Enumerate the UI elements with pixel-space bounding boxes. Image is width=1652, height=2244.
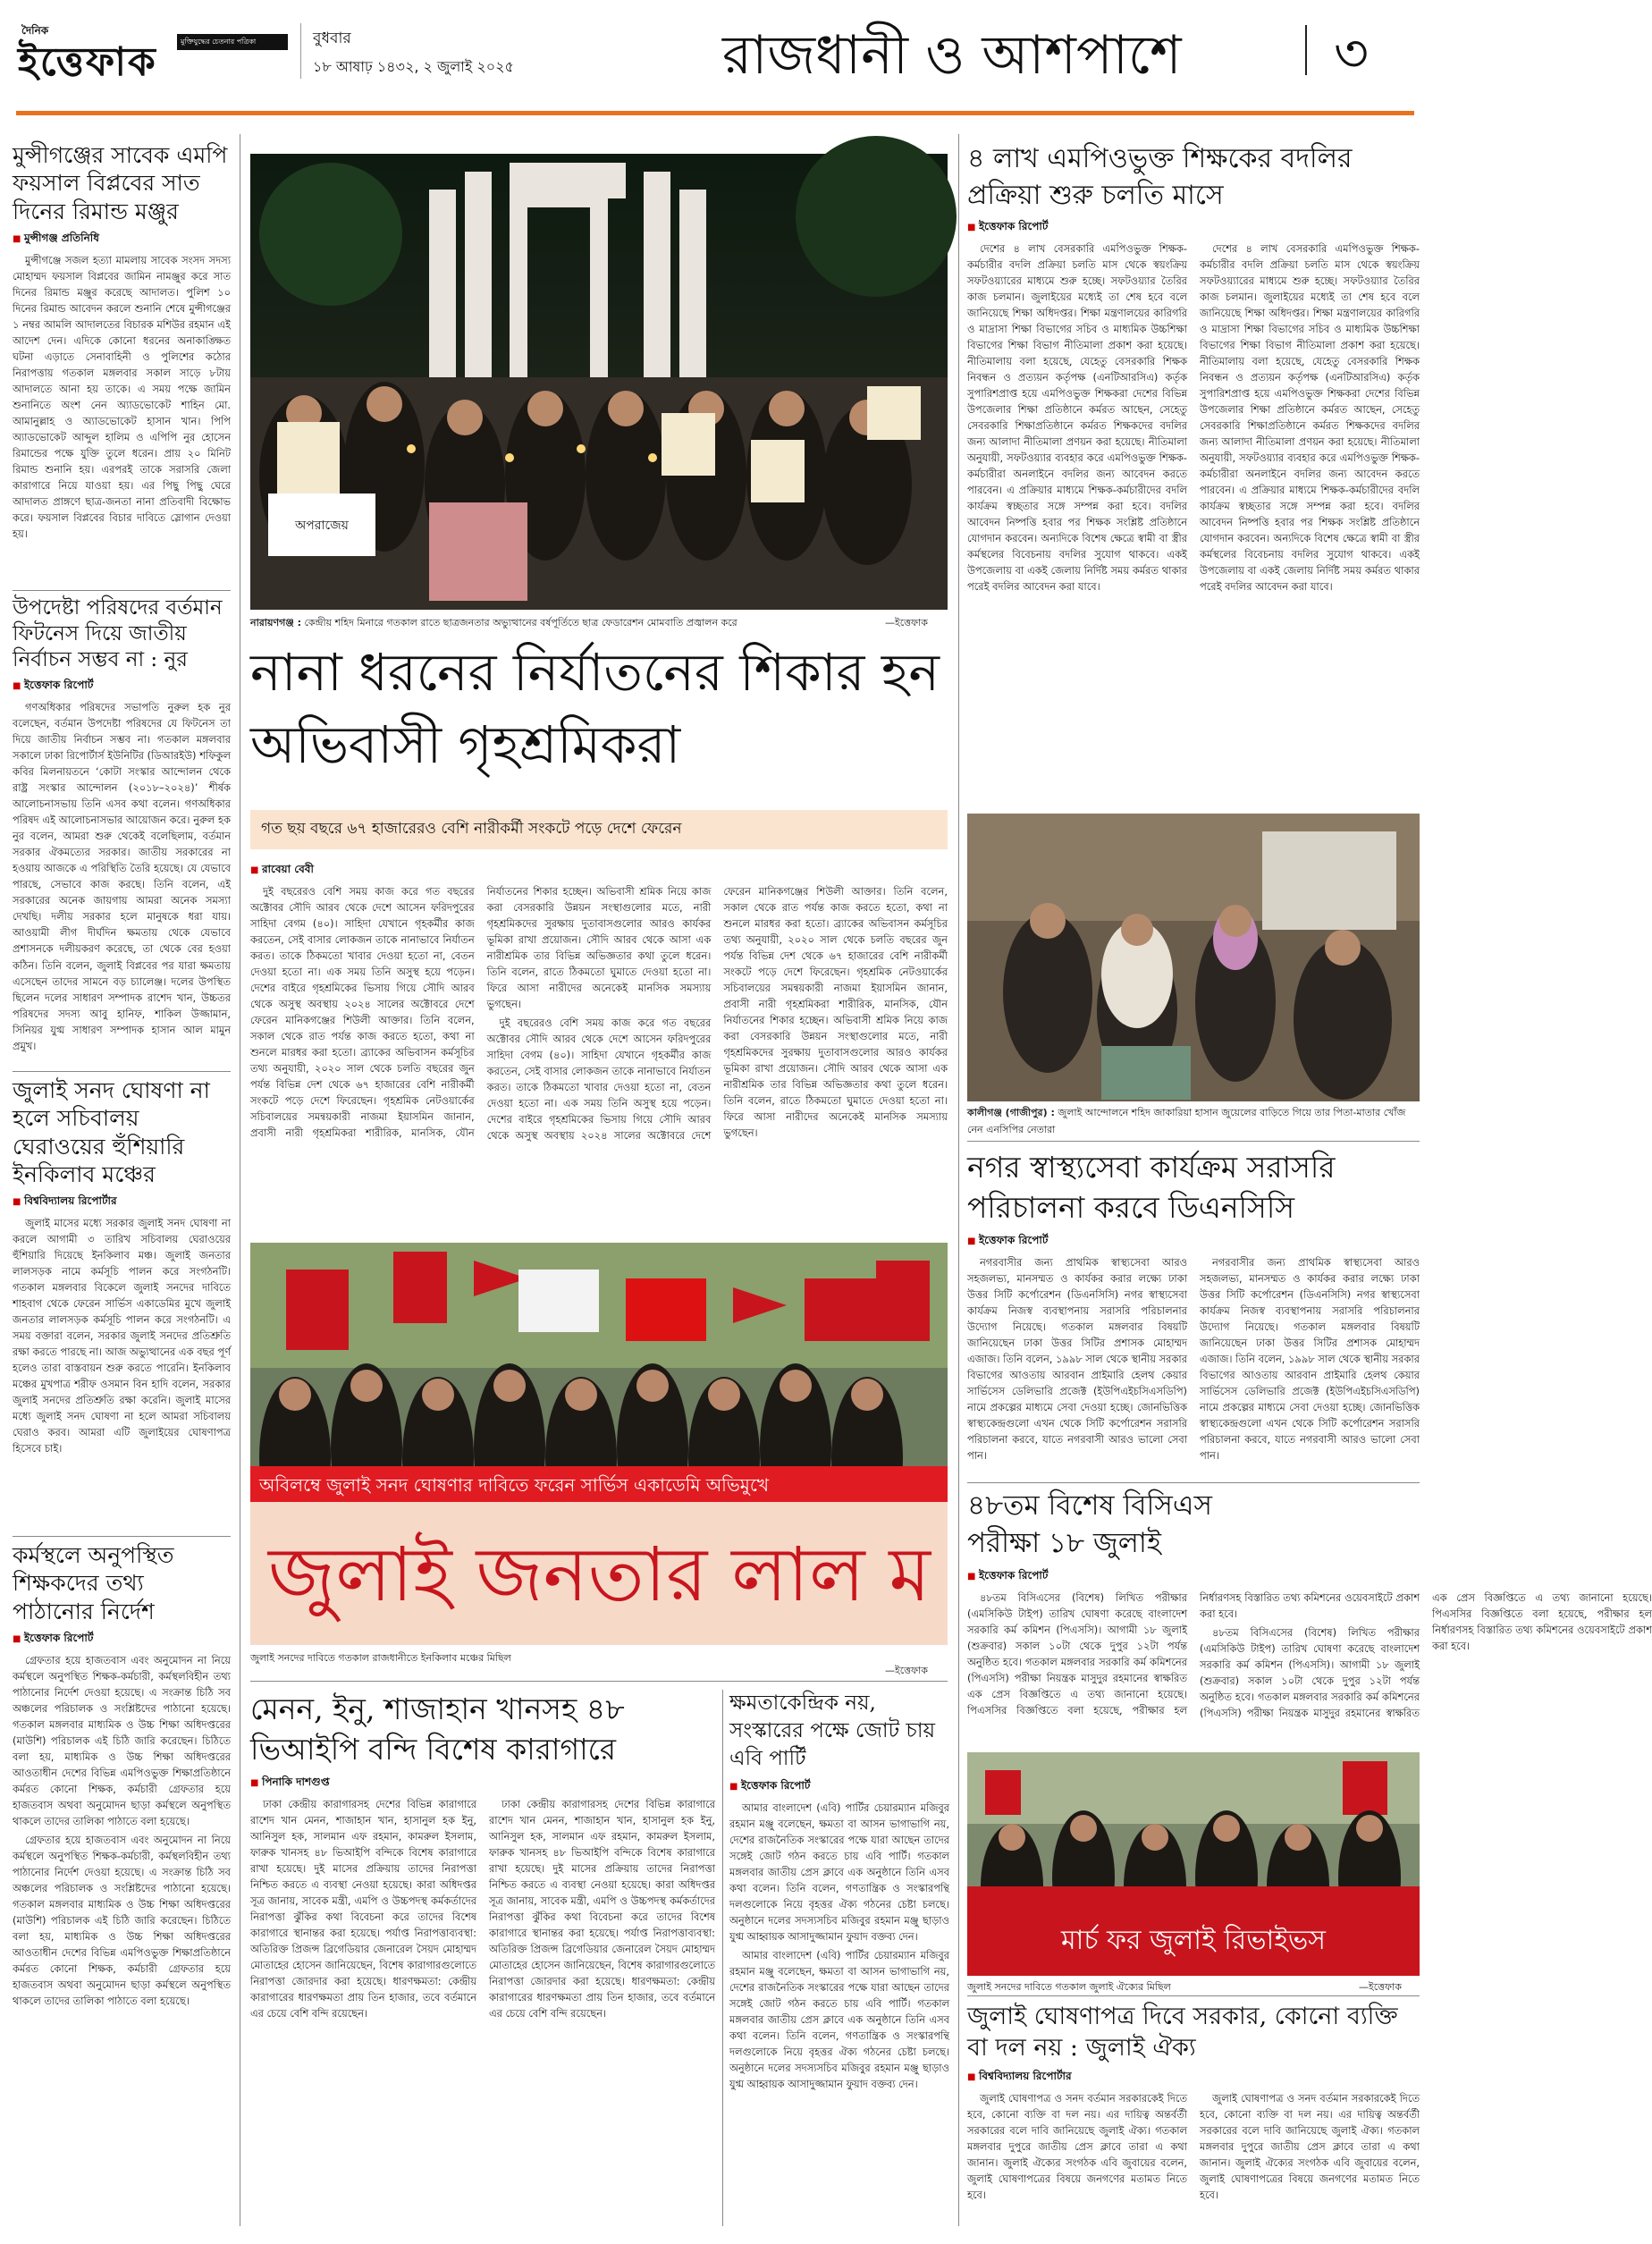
byline: ■ ইত্তেফাক রিপোর্ট [967, 1568, 1420, 1586]
domestic-workers-strap: গত ছয় বছরে ৬৭ হাজারেরও বেশি নারীকর্মী সংকটে পড়ে দেশে ফেরেন [250, 810, 948, 849]
story-bcs [967, 1488, 1652, 1743]
logo-name: ইত্তেফাক [18, 39, 157, 85]
headline: মেনন, ইনু, শাজাহান খানসহ ৪৮ ভিআইপি বন্দি বিশেষ কারাগারে [250, 1691, 625, 1767]
logo-tagline: মুক্তিযুদ্ধের চেতনার পত্রিকা [177, 34, 288, 50]
story-menon [250, 1690, 715, 2226]
story-divider [967, 1482, 1420, 1483]
march-photo [967, 1752, 1420, 1976]
article-body: ৪৮তম বিসিএসের (বিশেষ) লিখিত পরীক্ষার (এমসিকিউ টাইপ) তারিখ ঘোষণা করেছে বাংলাদেশ সরকারি কর্ম কমিশন (পিএসসি)। আগামী ১৮ জুলাই (শুক্রবার) সকাল ১০টা থেকে দুপুর ১২টা পর্যন্ত অনুষ্ঠিত হবে। গতকাল মঙ্গলবার সরকারি কর্ম কমিশনের (পিএসসি) পরীক্ষা নিয়ন্ত্রক মাসুদুর রহমানের স্বাক্ষরিত এক প্রেস বিজ্ঞপ্তিতে এ তথ্য জানানো হয়েছে। পিএসসির বিজ্ঞপ্তিতে বলা হয়েছে, পরীক্ষার হল নির্ধারণসহ বিস্তারিত তথ্য কমিশনের ওয়েবসাইটে প্রকাশ করা হবে। ৪৮তম বিসিএসের (বিশেষ) লিখিত পরীক্ষার (এমসিকিউ টাইপ) তারিখ ঘোষণা করেছে বাংলাদেশ সরকারি কর্ম কমিশন (পিএসসি)। আগামী ১৮ জুলাই (শুক্রবার) সকাল ১০টা থেকে দুপুর ১২টা পর্যন্ত অনুষ্ঠিত হবে। গতকাল মঙ্গলবার সরকারি কর্ম কমিশনের (পিএসসি) পরীক্ষা নিয়ন্ত্রক মাসুদুর রহমানের স্বাক্ষরিত এক প্রেস বিজ্ঞপ্তিতে এ তথ্য জানানো হয়েছে। পিএসসির বিজ্ঞপ্তিতে বলা হয়েছে, পরীক্ষার হল নির্ধারণসহ বিস্তারিত তথ্য কমিশনের ওয়েবসাইটে প্রকাশ করা হবে। [967, 1590, 1652, 1719]
procession-photo [250, 1243, 948, 1645]
byline: ■ রাবেয়া বেবী [250, 862, 948, 880]
byline: ■ ইত্তেফাক রিপোর্ট [729, 1778, 949, 1796]
procession-caption: জুলাই সনদের দাবিতে গতকাল রাজধানীতে ইনকিলাব মঞ্চের মিছিল [250, 1652, 511, 1664]
vigil-photo [250, 154, 948, 610]
headline: ৪৮তম বিশেষ বিসিএস পরীক্ষা ১৮ জুলাই [967, 1489, 1212, 1559]
story-july-declaration [967, 2001, 1420, 2231]
photo-credit: —ইত্তেফাক [1359, 1981, 1402, 1993]
section-separator [1305, 25, 1307, 75]
article-body: নগরবাসীর জন্য প্রাথমিক স্বাস্থ্যসেবা আরও সহজলভ্য, মানসম্মত ও কার্যকর করার লক্ষ্যে ঢাকা উত্তর সিটি কর্পোরেশন (ডিএনসিসি) নগর স্বাস্থ্যসেবা কার্যক্রম নিজস্ব ব্যবস্থাপনায় সরাসরি পরিচালনার উদ্যোগ নিয়েছে। গতকাল মঙ্গলবার বিষয়টি জানিয়েছেন ঢাকা উত্তর সিটির প্রশাসক মোহাম্মদ এজাজ। তিনি বলেন, ১৯৯৮ সাল থেকে স্থানীয় সরকার বিভাগের আওতায় আরবান প্রাইমারি হেলথ কেয়ার সার্ভিসেস ডেলিভারি প্রজেক্ট (ইউপিএইচসিএসডিপি) নামে প্রকল্পের মাধ্যমে সেবা দেওয়া হচ্ছে। জোনভিত্তিক স্বাস্থ্যকেন্দ্রগুলো এখন থেকে সিটি কর্পোরেশন সরাসরি পরিচালনা করবে, যাতে নগরবাসী আরও ভালো সেবা পান। নগরবাসীর জন্য প্রাথমিক স্বাস্থ্যসেবা আরও সহজলভ্য, মানসম্মত ও কার্যকর করার লক্ষ্যে ঢাকা উত্তর সিটি কর্পোরেশন (ডিএনসিসি) নগর স্বাস্থ্যসেবা কার্যক্রম নিজস্ব ব্যবস্থাপনায় সরাসরি পরিচালনার উদ্যোগ নিয়েছে। গতকাল মঙ্গলবার বিষয়টি জানিয়েছেন ঢাকা উত্তর সিটির প্রশাসক মোহাম্মদ এজাজ। তিনি বলেন, ১৯৯৮ সাল থেকে স্থানীয় সরকার বিভাগের আওতায় আরবান প্রাইমারি হেলথ কেয়ার সার্ভিসেস ডেলিভারি প্রজেক্ট (ইউপিএইচসিএসডিপি) নামে প্রকল্পের মাধ্যমে সেবা দেওয়া হচ্ছে। জোনভিত্তিক স্বাস্থ্যকেন্দ্রগুলো এখন থেকে সিটি কর্পোরেশন সরাসরি পরিচালনা করবে, যাতে নগরবাসী আরও ভালো সেবা পান। [967, 1256, 1420, 1463]
headline: নগর স্বাস্থ্যসেবা কার্যক্রম সরাসরি পরিচালনা করবে ডিএনসিসি [967, 1150, 1336, 1225]
article-body: আমার বাংলাদেশ (এবি) পার্টির চেয়ারম্যান মজিবুর রহমান মঞ্জু বলেছেন, ক্ষমতা বা আসন ভাগাভাগি নয়, দেশের রাজনৈতিক সংস্কারের পক্ষে যারা আছেন তাদের সঙ্গেই জোট গঠন করতে চায় এবি পার্টি। গতকাল মঙ্গলবার জাতীয় প্রেস ক্লাবে এক অনুষ্ঠানে তিনি এসব কথা বলেন। তিনি বলেন, গণতান্ত্রিক ও সংস্কারপন্থি দলগুলোকে নিয়ে বৃহত্তর ঐক্য গঠনের চেষ্টা চলছে। অনুষ্ঠানে দলের সদস্যসচিব মজিবুর রহমান মঞ্জু ছাড়াও যুগ্ম আহ্বায়ক আসাদুজ্জামান ফুয়াদ বক্তব্য দেন। আমার বাংলাদেশ (এবি) পার্টির চেয়ারম্যান মজিবুর রহমান মঞ্জু বলেছেন, ক্ষমতা বা আসন ভাগাভাগি নয়, দেশের রাজনৈতিক সংস্কারের পক্ষে যারা আছেন তাদের সঙ্গেই জোট গঠন করতে চায় এবি পার্টি। গতকাল মঙ্গলবার জাতীয় প্রেস ক্লাবে এক অনুষ্ঠানে তিনি এসব কথা বলেন। তিনি বলেন, গণতান্ত্রিক ও সংস্কারপন্থি দলগুলোকে নিয়ে বৃহত্তর ঐক্য গঠনের চেষ্টা চলছে। অনুষ্ঠানে দলের সদস্যসচিব মজিবুর রহমান মঞ্জু ছাড়াও যুগ্ম আহ্বায়ক আসাদুজ্জামান ফুয়াদ বক্তব্য দেন। [729, 1801, 949, 2091]
domestic-workers-headline-block [250, 637, 948, 806]
issue-day: বুধবার [313, 30, 351, 47]
byline: ■ মুন্সীগঞ্জ প্রতিনিধি [13, 231, 231, 249]
byline: ■ বিশ্ববিদ্যালয় রিপোর্টার [13, 1194, 231, 1211]
kaliganj-caption [967, 1105, 1420, 1135]
article-body: ঢাকা কেন্দ্রীয় কারাগারসহ দেশের বিভিন্ন কারাগারে রাশেদ খান মেনন, শাজাহান খান, হাসানুল হক ইনু, আনিসুল হক, সালমান এফ রহমান, কামরুল ইসলাম, ফারুক খানসহ ৪৮ ভিআইপি বন্দিকে বিশেষ কারাগারে রাখা হয়েছে। দুই মাসের প্রক্রিয়ায় তাদের নিরাপত্তা নিশ্চিত করতে এ ব্যবস্থা নেওয়া হয়েছে। কারা অধিদপ্তর সূত্র জানায়, সাবেক মন্ত্রী, এমপি ও উচ্চপদস্থ কর্মকর্তাদের নিরাপত্তা ঝুঁকির কথা বিবেচনা করে তাদের বিশেষ কারাগারে স্থানান্তর করা হয়েছে। পর্যাপ্ত নিরাপত্তাব্যবস্থা: অতিরিক্ত প্রিজন্স ব্রিগেডিয়ার জেনারেল সৈয়দ মোহাম্মদ মোতাহের হোসেন জানিয়েছেন, বিশেষ কারাগারগুলোতে নিরাপত্তা জোরদার করা হয়েছে। ধারণক্ষমতা: কেন্দ্রীয় কারাগারের ধারণক্ষমতা প্রায় তিন হাজার, তবে বর্তমানে এর চেয়ে বেশি বন্দি রয়েছেন। ঢাকা কেন্দ্রীয় কারাগারসহ দেশের বিভিন্ন কারাগারে রাশেদ খান মেনন, শাজাহান খান, হাসানুল হক ইনু, আনিসুল হক, সালমান এফ রহমান, কামরুল ইসলাম, ফারুক খানসহ ৪৮ ভিআইপি বন্দিকে বিশেষ কারাগারে রাখা হয়েছে। দুই মাসের প্রক্রিয়ায় তাদের নিরাপত্তা নিশ্চিত করতে এ ব্যবস্থা নেওয়া হয়েছে। কারা অধিদপ্তর সূত্র জানায়, সাবেক মন্ত্রী, এমপি ও উচ্চপদস্থ কর্মকর্তাদের নিরাপত্তা ঝুঁকির কথা বিবেচনা করে তাদের বিশেষ কারাগারে স্থানান্তর করা হয়েছে। পর্যাপ্ত নিরাপত্তাব্যবস্থা: অতিরিক্ত প্রিজন্স ব্রিগেডিয়ার জেনারেল সৈয়দ মোহাম্মদ মোতাহের হোসেন জানিয়েছেন, বিশেষ কারাগারগুলোতে নিরাপত্তা জোরদার করা হয়েছে। ধারণক্ষমতা: কেন্দ্রীয় কারাগারের ধারণক্ষমতা প্রায় তিন হাজার, তবে বর্তমানে এর চেয়ে বেশি বন্দি রয়েছেন। [250, 1798, 715, 2020]
article-body: জুলাই মাসের মধ্যে সরকার জুলাই সনদ ঘোষণা না করলে আগামী ৩ তারিখ সচিবালয় ঘেরাওয়ের হুঁশিয়ারি দিয়েছে ইনকিলাব মঞ্চ। জুলাই জনতার লালসড়ক নামে কর্মসূচি পালন করে সংগঠনটি। গতকাল মঙ্গলবার বিকেলে জুলাই সনদের দাবিতে শাহবাগ থেকে ফেরেন সার্ভিস একাডেমির মুখে জুলাই জনতার লালসড়ক কর্মসূচি পালন করে সংগঠনটি। এ সময় বক্তারা বলেন, সরকার জুলাই সনদের প্রতিশ্রুতি রক্ষা করতে পারছে না। আজ অভ্যুত্থানের এক বছর পূর্ণ হলেও তারা বাস্তবায়ন শুরু করতে পারেনি। ইনকিলাব মঞ্চের মুখপাত্র শরীফ ওসমান বিন হাদি বলেন, সরকার জুলাই সনদের প্রতিশ্রুতি রক্ষা করেনি। জুলাই মাসের মধ্যে জুলাই সনদ ঘোষণা না হলে আমরা সচিবালয় ঘেরাও করব। আমরা এটি জুলাইয়ের ঘোষণাপত্র হিসেবে চাই। [13, 1217, 231, 1455]
procession-photo-image [250, 1243, 948, 1645]
article-body: মুন্সীগঞ্জে সজল হত্যা মামলায় সাবেক সংসদ সদস্য মোহাম্মদ ফয়সাল বিপ্লবের জামিন নামঞ্জুর করে সাত দিনের রিমান্ড মঞ্জুর করেছে আদালত। পুলিশ ১০ দিনের রিমান্ড আবেদন করলে শুনানি শেষে মুন্সীগঞ্জের ১ নম্বর আমলি আদালতের বিচারক মশিউর রহমান এই আদেশ দেন। এদিকে কোনো ধরনের অনাকাঙ্ক্ষিত ঘটনা এড়াতে সেনাবাহিনী ও পুলিশের কঠোর নিরাপত্তায় গতকাল মঙ্গলবার সকাল সাড়ে ৮টায় আদালতে আনা হয় তাকে। এ সময় পক্ষে জামিন শুনানিতে অংশ নেন অ্যাডভোকেট শাহিন মো. আমানুল্লাহ ও অ্যাডভোকেট হাসান খান। পিপি অ্যাডভোকেট আব্দুল হালিম ও এপিপি নুর হোসেন রিমান্ডের পক্ষে যুক্তি তুলে ধরেন। প্রায় ২০ মিনিট রিমান্ড শুনানি হয়। এরপরই তাকে সরাসরি জেলা কারাগারে নিয়ে যাওয়া হয়। এর পিছু পিছু ঘেরে আদালত প্রাঙ্গণে ছাত্র-জনতা নানা প্রতিবাদী বিক্ষোভ করে। ফয়সাল বিপ্লবের বিচার দাবিতে স্লোগান দেওয়া হয়। [13, 253, 231, 541]
byline: ■ ইত্তেফাক রিপোর্ট [967, 219, 1420, 237]
column-divider [958, 134, 959, 2226]
story-divider [967, 1141, 1420, 1142]
story-divider [13, 1071, 231, 1072]
issue-date: ১৮ আষাঢ় ১৪৩২, ২ জুলাই ২০২৫ [313, 58, 514, 75]
story-transfer [967, 141, 1420, 803]
banner-text: অবিলম্বে জুলাই সনদ ঘোষণার দাবিতে ফরেন সার্ভিস একাডেমি অভিমুখে [259, 1474, 770, 1496]
story-divider [13, 590, 231, 591]
headline: ক্ষমতাকেন্দ্রিক নয়, সংস্কারের পক্ষে জোট চায় এবি পার্টি [729, 1691, 936, 1771]
caption-location: নারায়ণগঞ্জ : [250, 617, 301, 628]
caption-text: কেন্দ্রীয় শহিদ মিনারে গতকাল রাতে ছাত্রজনতার অভ্যুত্থানের বর্ষপূর্তিতে ছাত্র ফেডারেশন মোমবাতি প্রজ্বালন করে [304, 617, 738, 628]
column-divider [722, 1690, 723, 2226]
article-body: গণঅধিকার পরিষদের সভাপতি নুরুল হক নুর বলেছেন, বর্তমান উপদেষ্টা পরিষদের যে ফিটনেস তা দিয়ে জাতীয় নির্বাচন সম্ভব না। গতকাল মঙ্গলবার সকালে ঢাকা রিপোর্টার্স ইউনিটির (ডিআরইউ) শফিকুল কবির মিলনায়তনে ‘কোটা সংস্কার আন্দোলন থেকে রাষ্ট্র সংস্কার আন্দোলন (২০১৮–২০২৪)’ শীর্ষক আলোচনাসভায় তিনি এসব কথা বলেন। গণঅধিকার পরিষদ এই আলোচনাসভার আয়োজন করে। নুরুল হক নুর বলেন, আমরা শুরু থেকেই বলেছিলাম, বর্তমান সরকার ঐকমত্যের সরকার। জাতীয় সরকারের না হওয়ায় আজকে এ পরিস্থিতি তৈরি হয়েছে। যে যেভাবে পারছে, সেভাবে কাজ করছে। তিনি বলেন, এই সরকারের অনেক জায়গায় আমরা অনেক সমস্যা দেখছি। দলীয় সরকার হলে মানুষকে ধরা যায়। আওয়ামী লীগ দীর্ঘদিন ক্ষমতায় থেকে যেভাবে প্রশাসনকে দলীয়করণ করেছে, তা থেকে বের হওয়া কঠিন। তিনি বলেন, জুলাই বিপ্লবের পর যারা ক্ষমতায় এসেছেন তাদের সামনে বড় চ্যালেঞ্জ। দলের উপস্থিত ছিলেন দলের সাধারণ সম্পাদক রাশেদ খান, উচ্চতর পরিষদের সদস্য আবু হানিফ, শাকিল উজ্জামান, সিনিয়র যুগ্ম সাধারণ সম্পাদক হাসান আল মামুন প্রমুখ। [13, 701, 231, 1052]
masthead-rule [16, 111, 1414, 115]
banner-big-text: জুলাই জনতার লাল ম [268, 1531, 931, 1618]
story-divider [13, 1536, 231, 1537]
headline: কর্মস্থলে অনুপস্থিত শিক্ষকদের তথ্য পাঠানোর নির্দেশ [13, 1542, 174, 1624]
headline: নানা ধরনের নির্যাতনের শিকার হন অভিবাসী গৃহশ্রমিকরা [250, 642, 940, 776]
caption-location: কালীগঞ্জ (গাজীপুর) : [967, 1107, 1055, 1118]
byline: ■ ইত্তেফাক রিপোর্ট [13, 1631, 231, 1649]
photo-credit: —ইত্তেফাক [885, 617, 928, 628]
article-body: জুলাই ঘোষণাপত্র ও সনদ বর্তমান সরকারকেই দিতে হবে, কোনো ব্যক্তি বা দল নয়। এর দায়িত্ব অন্তর্বর্তী সরকারের বলে দাবি জানিয়েছে জুলাই ঐক্য। গতকাল মঙ্গলবার দুপুরে জাতীয় প্রেস ক্লাবে তারা এ কথা জানান। জুলাই ঐক্যের সংগঠক এবি জুবায়ের বলেন, জুলাই ঘোষণাপত্রের বিষয়ে জনগণের মতামত নিতে হবে। জুলাই ঘোষণাপত্র ও সনদ বর্তমান সরকারকেই দিতে হবে, কোনো ব্যক্তি বা দল নয়। এর দায়িত্ব অন্তর্বর্তী সরকারের বলে দাবি জানিয়েছে জুলাই ঐক্য। গতকাল মঙ্গলবার দুপুরে জাতীয় প্রেস ক্লাবে তারা এ কথা জানান। জুলাই ঐক্যের সংগঠক এবি জুবায়ের বলেন, জুলাই ঘোষণাপত্রের বিষয়ে জনগণের মতামত নিতে হবে। [967, 2092, 1420, 2202]
march-caption: জুলাই সনদের দাবিতে গতকাল জুলাই ঐক্যের মিছিল [967, 1981, 1171, 1993]
logo-small-text: দৈনিক [21, 24, 49, 37]
article-body: গ্রেফতার হয়ে হাজতবাস এবং অনুমোদন না নিয়ে কর্মস্থলে অনুপস্থিত শিক্ষক-কর্মচারী, কর্মস্থলবিহীন তথ্য পাঠানোর নির্দেশ দেওয়া হয়েছে। এ সংক্রান্ত চিঠি সব অঞ্চলের পরিচালক ও সংশ্লিষ্টদের পাঠানো হয়েছে। গতকাল মঙ্গলবার মাধ্যমিক ও উচ্চ শিক্ষা অধিদপ্তরের (মাউশি) পরিচালক এই চিঠি জারি করেছেন। চিঠিতে বলা হয়, মাধ্যমিক ও উচ্চ শিক্ষা অধিদপ্তরের আওতাধীন দেশের বিভিন্ন এমপিওভুক্ত শিক্ষাপ্রতিষ্ঠানে কর্মরত কোনো শিক্ষক, কর্মচারী গ্রেফতার হয়ে হাজতবাস অথবা অনুমোদন ছাড়া কর্মস্থলে অনুপস্থিত থাকলে তাদের তালিকা পাঠাতে বলা হয়েছে। গ্রেফতার হয়ে হাজতবাস এবং অনুমোদন না নিয়ে কর্মস্থলে অনুপস্থিত শিক্ষক-কর্মচারী, কর্মস্থলবিহীন তথ্য পাঠানোর নির্দেশ দেওয়া হয়েছে। এ সংক্রান্ত চিঠি সব অঞ্চলের পরিচালক ও সংশ্লিষ্টদের পাঠানো হয়েছে। গতকাল মঙ্গলবার মাধ্যমিক ও উচ্চ শিক্ষা অধিদপ্তরের (মাউশি) পরিচালক এই চিঠি জারি করেছেন। চিঠিতে বলা হয়, মাধ্যমিক ও উচ্চ শিক্ষা অধিদপ্তরের আওতাধীন দেশের বিভিন্ন এমপিওভুক্ত শিক্ষাপ্রতিষ্ঠানে কর্মরত কোনো শিক্ষক, কর্মচারী গ্রেফতার হয়ে হাজতবাস অথবা অনুমোদন ছাড়া কর্মস্থলে অনুপস্থিত থাকলে তাদের তালিকা পাঠাতে বলা হয়েছে। [13, 1653, 231, 2008]
masthead [0, 0, 1430, 114]
vigil-photo-image [250, 154, 948, 610]
story-workplace [13, 1541, 231, 2230]
story-divider [250, 1681, 948, 1682]
vigil-caption [250, 615, 858, 632]
kaliganj-photo [967, 814, 1420, 1101]
headline: উপদেষ্টা পরিষদের বর্তমান ফিটনেস দিয়ে জাতীয় নির্বাচন সম্ভব না : নুর [13, 596, 223, 671]
caption-text: জুলাই আন্দোলনে শহিদ জাকারিয়া হাসান জুয়েলের বাড়িতে গিয়ে তার পিতা-মাতার খোঁজ নেন এনসিপির নেতারা [967, 1107, 1406, 1135]
story-july-charter [13, 1076, 231, 1534]
headline: মুন্সীগঞ্জের সাবেক এমপি ফয়সাল বিপ্লবের সাত দিনের রিমান্ড মঞ্জুর [13, 142, 228, 224]
byline: ■ ইত্তেফাক রিপোর্ট [13, 678, 231, 696]
story-domestic-workers [250, 856, 948, 1232]
photo-credit: —ইত্তেফাক [885, 1665, 928, 1676]
article-body: দুই বছরেরও বেশি সময় কাজ করে গত বছরের অক্টোবর সৌদি আরব থেকে দেশে আসেন ফরিদপুরের সাহিদা বেগম (৪০)। সাহিদা যেখানে গৃহকর্মীর কাজ করতেন, সেই বাসার লোকজন তাকে নানাভাবে নির্যাতন করত। তাকে ঠিকমতো খাবার দেওয়া হতো না, বেতন দেওয়া হতো না। এক সময় তিনি অসুস্থ হয়ে পড়েন। দেশের বাইরে গৃহশ্রমিকের ভিসায় গিয়ে সৌদি আরব থেকে অসুস্থ অবস্থায় ২০২৪ সালের অক্টোবরে দেশে ফেরেন মানিকগঞ্জের শিউলী আক্তার। তিনি বলেন, সকাল থেকে রাত পর্যন্ত কাজ করতে হতো, কথা না শুনলে মারধর করা হতো। ব্র্যাকের অভিবাসন কর্মসূচির তথ্য অনুযায়ী, ২০২০ সাল থেকে চলতি বছরের জুন পর্যন্ত বিভিন্ন দেশ থেকে ৬৭ হাজারের বেশি নারীকর্মী সংকটে পড়ে দেশে ফিরেছেন। গৃহশ্রমিক নেটওয়ার্কের সচিবালয়ের সমন্বয়কারী নাজমা ইয়াসমিন জানান, প্রবাসী নারী গৃহশ্রমিকরা শারীরিক, মানসিক, যৌন নির্যাতনের শিকার হচ্ছেন। অভিবাসী শ্রমিক নিয়ে কাজ করা বেসরকারি উন্নয়ন সংস্থাগুলোর মতে, নারী গৃহশ্রমিকদের সুরক্ষায় দুতাবাসগুলোর আরও কার্যকর ভূমিকা রাখা প্রয়োজন। সৌদি আরব থেকে আসা এক নারীশ্রমিক তার বিভিন্ন অভিজ্ঞতার কথা তুলে ধরেন। তিনি বলেন, রাতে ঠিকমতো ঘুমাতে দেওয়া হতো না। ফিরে আসা নারীদের অনেকেই মানসিক সমস্যায় ভুগছেন। দুই বছরেরও বেশি সময় কাজ করে গত বছরের অক্টোবর সৌদি আরব থেকে দেশে আসেন ফরিদপুরের সাহিদা বেগম (৪০)। সাহিদা যেখানে গৃহকর্মীর কাজ করতেন, সেই বাসার লোকজন তাকে নানাভাবে নির্যাতন করত। তাকে ঠিকমতো খাবার দেওয়া হতো না, বেতন দেওয়া হতো না। এক সময় তিনি অসুস্থ হয়ে পড়েন। দেশের বাইরে গৃহশ্রমিকের ভিসায় গিয়ে সৌদি আরব থেকে অসুস্থ অবস্থায় ২০২৪ সালের অক্টোবরে দেশে ফেরেন মানিকগঞ্জের শিউলী আক্তার। তিনি বলেন, সকাল থেকে রাত পর্যন্ত কাজ করতে হতো, কথা না শুনলে মারধর করা হতো। ব্র্যাকের অভিবাসন কর্মসূচির তথ্য অনুযায়ী, ২০২০ সাল থেকে চলতি বছরের জুন পর্যন্ত বিভিন্ন দেশ থেকে ৬৭ হাজারের বেশি নারীকর্মী সংকটে পড়ে দেশে ফিরেছেন। গৃহশ্রমিক নেটওয়ার্কের সচিবালয়ের সমন্বয়কারী নাজমা ইয়াসমিন জানান, প্রবাসী নারী গৃহশ্রমিকরা শারীরিক, মানসিক, যৌন নির্যাতনের শিকার হচ্ছেন। অভিবাসী শ্রমিক নিয়ে কাজ করা বেসরকারি উন্নয়ন সংস্থাগুলোর মতে, নারী গৃহশ্রমিকদের সুরক্ষায় দুতাবাসগুলোর আরও কার্যকর ভূমিকা রাখা প্রয়োজন। সৌদি আরব থেকে আসা এক নারীশ্রমিক তার বিভিন্ন অভিজ্ঞতার কথা তুলে ধরেন। তিনি বলেন, রাতে ঠিকমতো ঘুমাতে দেওয়া হতো না। ফিরে আসা নারীদের অনেকেই মানসিক সমস্যায় ভুগছেন। [250, 885, 948, 1143]
story-dncc [967, 1148, 1420, 1479]
section-title: রাজধানী ও আশপাশে [722, 24, 1182, 87]
byline: ■ বিশ্ববিদ্যালয় রিপোর্টার [967, 2069, 1420, 2087]
headline: জুলাই ঘোষণাপত্র দিবে সরকার, কোনো ব্যক্তি বা দল নয় : জুলাই ঐক্য [967, 2003, 1398, 2063]
page-number: ৩ [1334, 22, 1370, 85]
placard-text: অপরাজেয় [295, 519, 349, 533]
story-munshiganj [13, 141, 231, 588]
article-body: দেশের ৪ লাখ বেসরকারি এমপিওভুক্ত শিক্ষক-কর্মচারীর বদলি প্রক্রিয়া চলতি মাস থেকে স্বয়ংক্রিয় সফটওয়্যারের মাধ্যমে শুরু হচ্ছে। সফটওয়্যার তৈরির কাজ চলমান। জুলাইয়ের মধ্যেই তা শেষ হবে বলে জানিয়েছে শিক্ষা অধিদপ্তর। শিক্ষা মন্ত্রণালয়ের কারিগরি ও মাদ্রাসা শিক্ষা বিভাগের সচিব ও মাধ্যমিক উচ্চশিক্ষা বিভাগের শিক্ষা বিভাগ নীতিমালা প্রকাশ করা হয়েছে। নীতিমালায় বলা হয়েছে, যেহেতু বেসরকারি শিক্ষক নিবন্ধন ও প্রত্যয়ন কর্তৃপক্ষ (এনটিআরসিএ) কর্তৃক সুপারিশপ্রাপ্ত হয়ে এমপিওভুক্ত শিক্ষকরা দেশের বিভিন্ন উপজেলার শিক্ষা প্রতিষ্ঠানে কর্মরত আছেন, সেহেতু সেবরকারি শিক্ষাপ্রতিষ্ঠানে কর্মরত শিক্ষকদের বদলির জন্য আলাদা নীতিমালা প্রণয়ন করা হয়েছে। নীতিমালা অনুযায়ী, সফটওয়্যার ব্যবহার করে এমপিওভুক্ত শিক্ষক-কর্মচারীরা অনলাইনে বদলির জন্য আবেদন করতে পারবেন। এ প্রক্রিয়ার মাধ্যমে শিক্ষক-কর্মচারীদের বদলি কার্যক্রম স্বচ্ছতার সঙ্গে সম্পন্ন করা হবে। বদলির আবেদন নিষ্পত্তি হবার পর শিক্ষক সংশ্লিষ্ট প্রতিষ্ঠানে যোগদান করবেন। অন্যদিকে বিশেষ ক্ষেত্রে স্বামী বা স্ত্রীর কর্মস্থলের বিবেচনায় বদলির সুযোগ থাকবে। একই উপজেলায় বা একই জেলায় নির্দিষ্ট সময় কর্মরত থাকার পরেই বদলির আবেদন করা যাবে। দেশের ৪ লাখ বেসরকারি এমপিওভুক্ত শিক্ষক-কর্মচারীর বদলি প্রক্রিয়া চলতি মাস থেকে স্বয়ংক্রিয় সফটওয়্যারের মাধ্যমে শুরু হচ্ছে। সফটওয়্যার তৈরির কাজ চলমান। জুলাইয়ের মধ্যেই তা শেষ হবে বলে জানিয়েছে শিক্ষা অধিদপ্তর। শিক্ষা মন্ত্রণালয়ের কারিগরি ও মাদ্রাসা শিক্ষা বিভাগের সচিব ও মাধ্যমিক উচ্চশিক্ষা বিভাগের শিক্ষা বিভাগ নীতিমালা প্রকাশ করা হয়েছে। নীতিমালায় বলা হয়েছে, যেহেতু বেসরকারি শিক্ষক নিবন্ধন ও প্রত্যয়ন কর্তৃপক্ষ (এনটিআরসিএ) কর্তৃক সুপারিশপ্রাপ্ত হয়ে এমপিওভুক্ত শিক্ষকরা দেশের বিভিন্ন উপজেলার শিক্ষা প্রতিষ্ঠানে কর্মরত আছেন, সেহেতু সেবরকারি শিক্ষাপ্রতিষ্ঠানে কর্মরত শিক্ষকদের বদলির জন্য আলাদা নীতিমালা প্রণয়ন করা হয়েছে। নীতিমালা অনুযায়ী, সফটওয়্যার ব্যবহার করে এমপিওভুক্ত শিক্ষক-কর্মচারীরা অনলাইনে বদলির জন্য আবেদন করতে পারবেন। এ প্রক্রিয়ার মাধ্যমে শিক্ষক-কর্মচারীদের বদলি কার্যক্রম স্বচ্ছতার সঙ্গে সম্পন্ন করা হবে। বদলির আবেদন নিষ্পত্তি হবার পর শিক্ষক সংশ্লিষ্ট প্রতিষ্ঠানে যোগদান করবেন। অন্যদিকে বিশেষ ক্ষেত্রে স্বামী বা স্ত্রীর কর্মস্থলের বিবেচনায় বদলির সুযোগ থাকবে। একই উপজেলায় বা একই জেলায় নির্দিষ্ট সময় কর্মরত থাকার পরেই বদলির আবেদন করা যাবে। [967, 242, 1420, 594]
byline: ■ ইত্তেফাক রিপোর্ট [967, 1233, 1420, 1251]
byline: ■ পিনাকি দাশগুপ্ত [250, 1775, 715, 1793]
story-advisers [13, 595, 231, 1067]
story-divider [967, 1995, 1420, 1996]
march-banner-text: মার্চ ফর জুলাই রিভাইভস [1061, 1925, 1326, 1956]
story-abparty [729, 1690, 949, 2226]
newspaper-logo [18, 20, 291, 85]
kaliganj-photo-image [967, 814, 1420, 1101]
headline: জুলাই সনদ ঘোষণা না হলে সচিবালয় ঘেরাওয়ের হুঁশিয়ারি ইনকিলাব মঞ্চের [13, 1077, 210, 1187]
march-photo-image [967, 1752, 1420, 1976]
headline: ৪ লাখ এমপিওভুক্ত শিক্ষকের বদলির প্রক্রিয়া শুরু চলতি মাসে [967, 143, 1353, 211]
masthead-divider [300, 23, 301, 79]
